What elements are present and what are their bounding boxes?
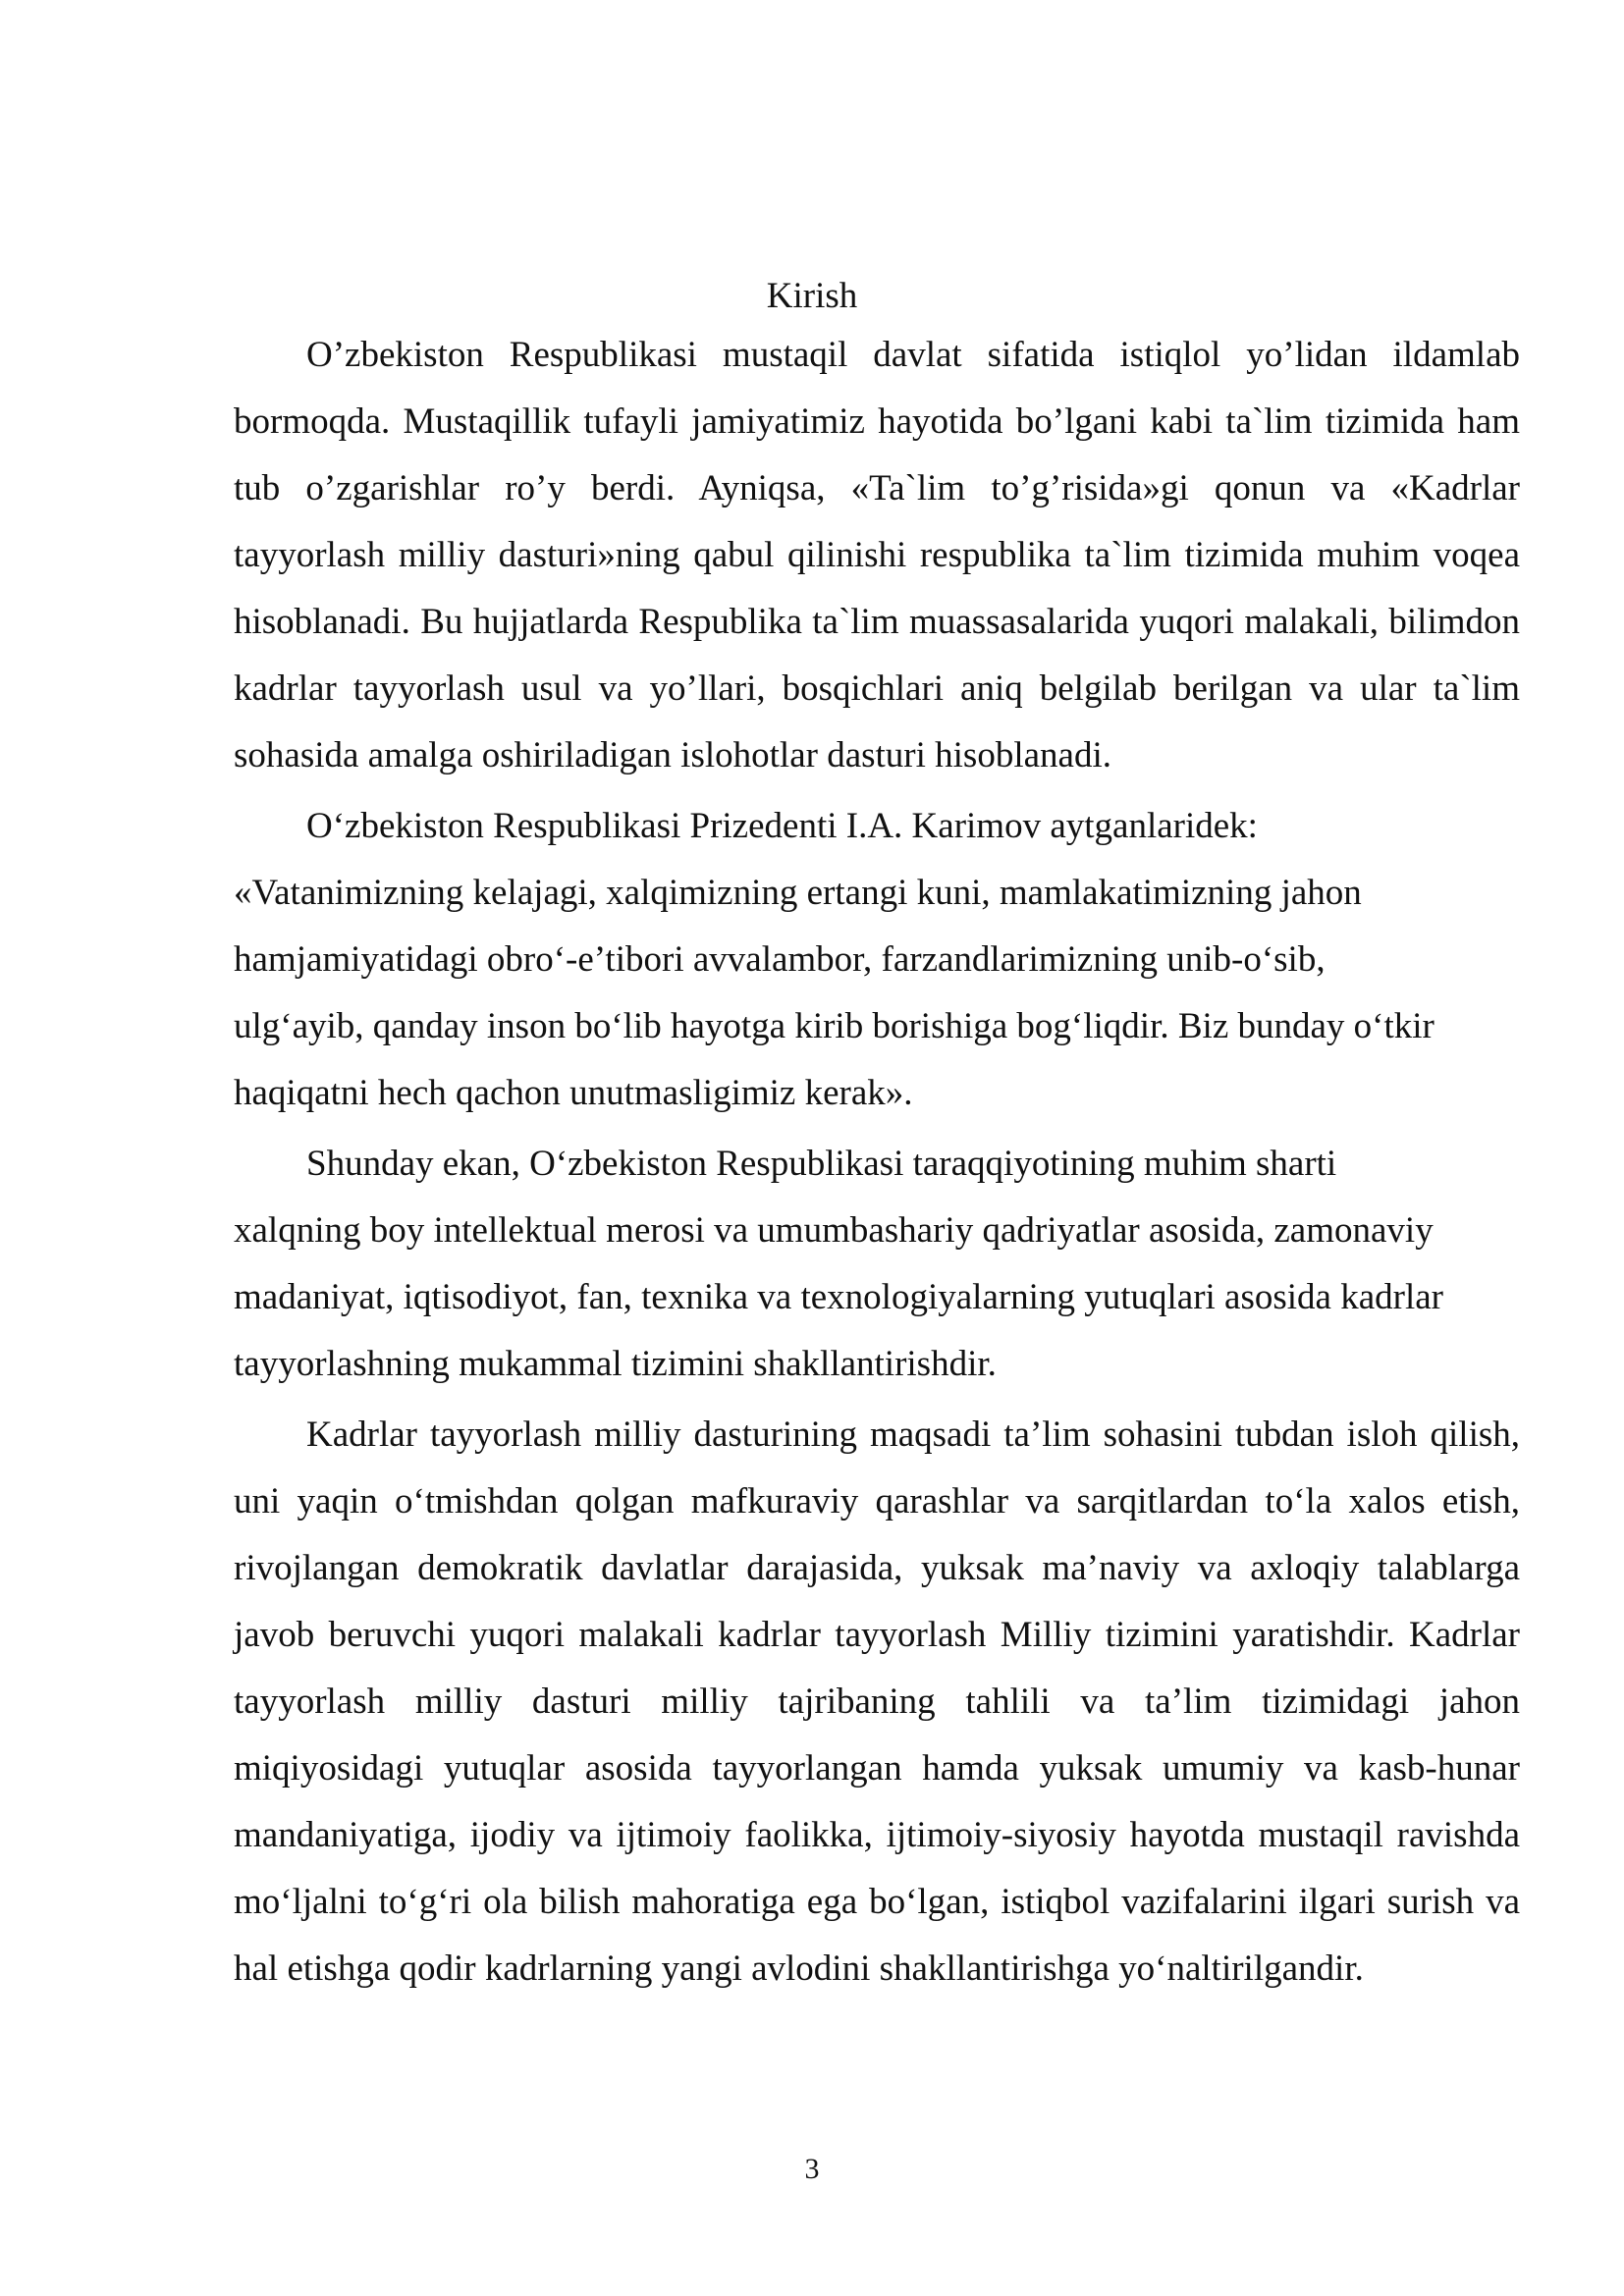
quote-line: «Vatanimizning kelajagi, xalqimizning ertangi kuni, mamlakatimizning jahon — [234, 873, 1362, 913]
document-body — [234, 322, 1520, 2002]
quote-line: haqiqatni hech qachon unutmasligimiz kerak». — [234, 1073, 913, 1113]
page-number: 3 — [804, 2153, 820, 2185]
page-title: Kirish — [766, 276, 858, 316]
quote-line: hamjamiyatidagi obro‘-e’tibori avvalambor, farzandlarimizning unib-o‘sib, — [234, 939, 1326, 980]
paragraph-development — [234, 1131, 1520, 1398]
quote-line: O‘zbekiston Respublikasi Prizedenti I.A. Karimov aytganlaridek: — [306, 806, 1258, 846]
paragraph-program-goal: Kadrlar tayyorlash milliy dasturining maqsadi ta’lim sohasini tubdan isloh qilish, uni yaqin o‘tmishdan qolgan mafkuraviy qarashlar va sarqitlardan to‘la xalos etish, rivojlangan demokratik davlatlar darajasida, yuksak ma’naviy va axloqiy talablarga javob beruvchi yuqori malakali kadrlar tayyorlash Milliy tizimini yaratishdir. Kadrlar tayyorlash milliy dasturi milliy tajribaning tahlili va ta’lim tizimidagi jahon miqiyosidagi yutuqlar asosida tayyorlangan hamda yuksak umumiy va kasb-hunar mandaniyatiga, ijodiy va ijtimoiy faolikka, ijtimoiy-siyosiy hayotda mustaqil ravishda mo‘ljalni to‘g‘ri ola bilish mahoratiga ega bo‘lgan, istiqbol vazifalarini ilgari surish va hal etishga qodir kadrlarning yangi avlodini shakllantirishga yo‘naltirilgandir. — [234, 1415, 1520, 1989]
paragraph-line: Shunday ekan, O‘zbekiston Respublikasi taraqqiyotining muhim sharti — [306, 1144, 1337, 1184]
quote-line: ulg‘ayib, qanday inson bo‘lib hayotga kirib borishiga bog‘liqdir. Biz bunday o‘tkir — [234, 1006, 1435, 1046]
paragraph-line: tayyorlashning mukammal tizimini shakllantirishdir. — [234, 1344, 997, 1384]
quote-block — [234, 793, 1520, 1127]
paragraph-introduction: O’zbekiston Respublikasi mustaqil davlat sifatida istiqlol yo’lidan ildamlab bormoqda. Mustaqillik tufayli jamiyatimiz hayotida bo’lgani kabi ta`lim tizimida ham tub o’zgarishlar ro’y berdi. Ayniqsa, «Ta`lim to’g’risida»gi qonun va «Kadrlar tayyorlash milliy dasturi»ning qabul qilinishi respublika ta`lim tizimida muhim voqea hisoblanadi. Bu hujjatlarda Respublika ta`lim muassasalarida yuqori malakali, bilimdon kadrlar tayyorlash usul va yo’llari, bosqichlari aniq belgilab berilgan va ular ta`lim sohasida amalga oshiriladigan islohotlar dasturi hisoblanadi. — [234, 335, 1520, 775]
paragraph-line: madaniyat, iqtisodiyot, fan, texnika va texnologiyalarning yutuqlari asosida kadrlar — [234, 1277, 1443, 1317]
paragraph-line: xalqning boy intellektual merosi va umumbashariy qadriyatlar asosida, zamonaviy — [234, 1210, 1434, 1251]
